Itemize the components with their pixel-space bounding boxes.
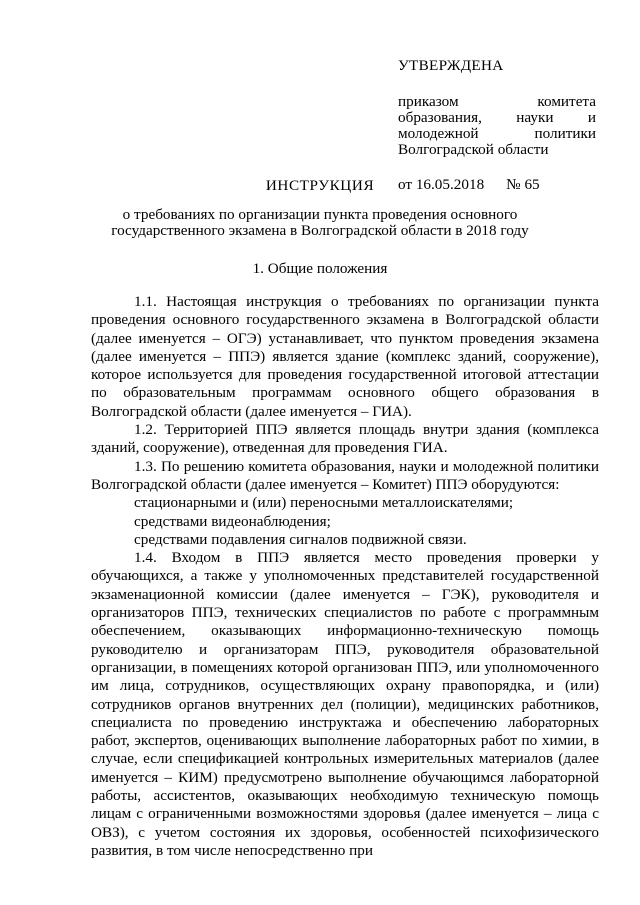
section-title: 1. Общие положения bbox=[252, 260, 388, 277]
list-item: средствами подавления сигналов подвижной связи. bbox=[134, 530, 467, 548]
approval-line: образования, науки и bbox=[398, 109, 596, 126]
paragraph-1-2: 1.2. Территорией ППЭ является площадь внутри здания (комплекса зданий, сооружение), отведенная для проведения ГИА. bbox=[91, 421, 599, 457]
list-item: стационарными и (или) переносными металлоискателями; bbox=[134, 494, 514, 512]
paragraph-1-1: 1.1. Настоящая инструкция о требованиях по организации пункта проведения основного государственного экзамена в Волгоградской области (далее именуется – ОГЭ) устанавливает, что пунктом проведения экзамена (далее именуется – ППЭ) является здание (комплекс зданий, сооружение), которое используется для проведения государственной итоговой аттестации по образовательным программам основного общего образования в Волгоградской области (далее именуется – ГИА). bbox=[91, 293, 599, 420]
approval-title: УТВЕРЖДЕНА bbox=[398, 57, 504, 74]
approval-line: приказом комитета bbox=[398, 93, 596, 110]
paragraph-1-3: 1.3. По решению комитета образования, науки и молодежной политики Волгоградской области (далее именуется – Комитет) ППЭ оборудуются: bbox=[91, 457, 599, 493]
approval-stamp bbox=[398, 58, 596, 193]
document-body bbox=[91, 293, 599, 860]
approval-order-text bbox=[398, 94, 596, 158]
document-subtitle bbox=[100, 207, 540, 239]
paragraph-1-4: 1.4. Входом в ППЭ является место проведения проверки у обучающихся, а также у уполномоченных представителей государственной экзаменационной комиссии (далее именуется – ГЭК), руководителя и организаторов ППЭ, технических специалистов по работе с программным обеспечением, оказывающих информационно-техническую помощь руководителю и организаторам ППЭ, руководителя образовательной организации, в помещениях которой организован ППЭ, или уполномоченного им лица, сотрудников, осуществляющих охрану правопорядка, и (или) сотрудников органов внутренних дел (полиции), медицинских работников, специалиста по проведению инструктажа и обеспечению лабораторных работ, экспертов, оценивающих выполнение лабораторных работ по химии, в случае, если спецификацией контрольных измерительных материалов (далее именуется – КИМ) предусмотрено выполнение обучающимся лабораторной работы, ассистентов, оказывающих необходимую техническую помощь лицам с ограниченными возможностями здоровья (далее именуется – лица с ОВЗ), с учетом состояния их здоровья, особенностей психофизического развития, в том числе непосредственно при bbox=[91, 549, 599, 859]
approval-date: от 16.05.2018 bbox=[398, 176, 485, 193]
approval-line: Волгоградской области bbox=[398, 141, 549, 158]
document-title: ИНСТРУКЦИЯ bbox=[265, 177, 375, 194]
approval-line: молодежной политики bbox=[398, 125, 596, 142]
subtitle-line: о требованиях по организации пункта проведения основного bbox=[122, 206, 518, 223]
approval-number: № 65 bbox=[506, 176, 540, 193]
subtitle-line: государственного экзамена в Волгоградской области в 2018 году bbox=[111, 222, 529, 239]
list-item: средствами видеонаблюдения; bbox=[134, 512, 331, 530]
